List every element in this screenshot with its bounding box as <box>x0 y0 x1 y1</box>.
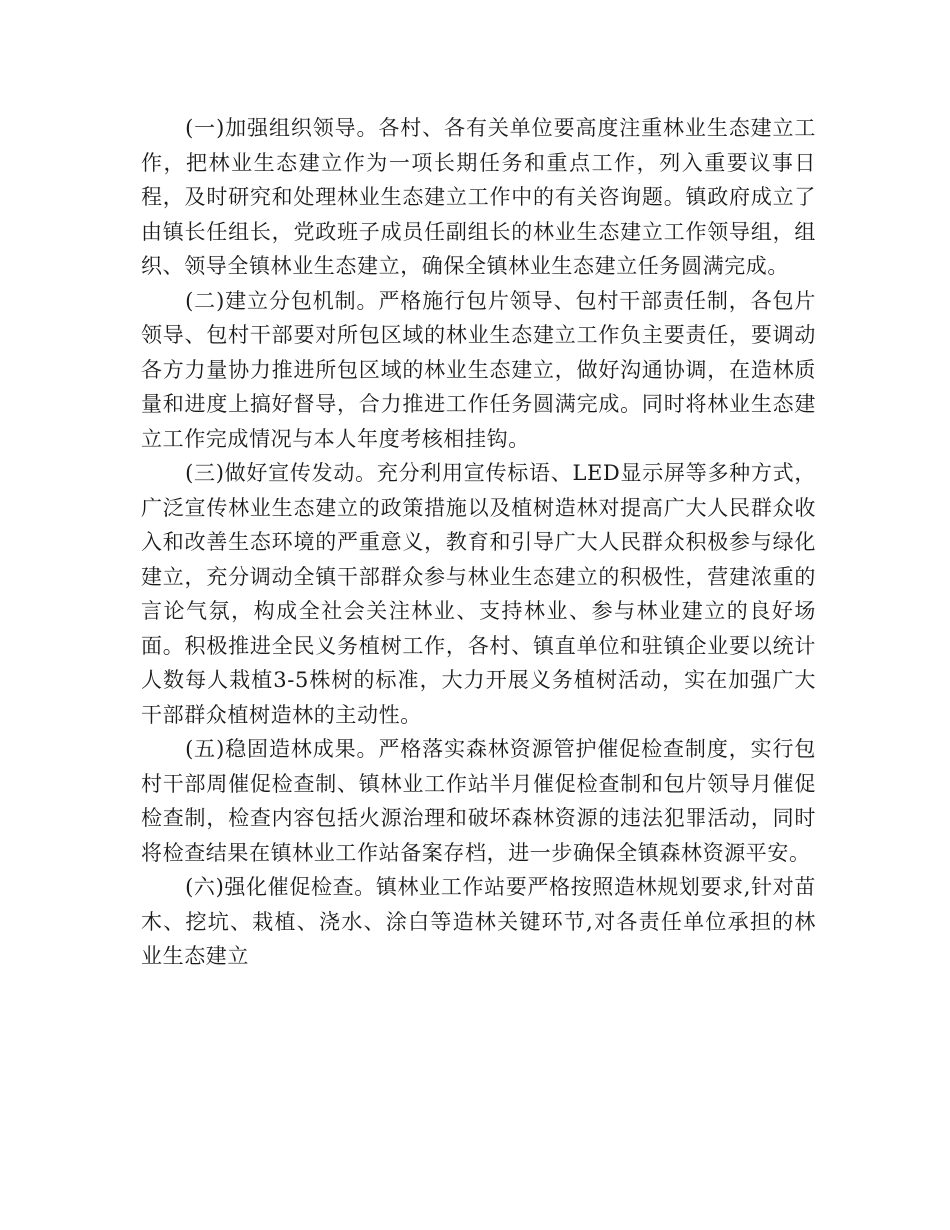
paragraph-organization-leadership: (一)加强组织领导。各村、各有关单位要高度注重林业生态建立工作，把林业生态建立作为一项长期任务和重点工作，列入重要议事日程，及时研究和处理林业生态建立工作中的有关咨询题。镇政府成立了由镇长任组长，党政班子成员任副组长的林业生态建立工作领导组，组织、领导全镇林业生态建立，确保全镇林业生态建立任务圆满完成。 <box>141 116 816 278</box>
paragraph-publicity-mobilization: (三)做好宣传发动。充分利用宣传标语、LED显示屏等多种方式，广泛宣传林业生态建立的政策措施以及植树造林对提高广大人民群众收入和改善生态环境的严重意义，教育和引导广大人民群众积极参与绿化建立，充分调动全镇干部群众参与林业生态建立的积极性，营建浓重的言论气氛，构成全社会关注林业、支持林业、参与林业建立的良好场面。积极推进全民义务植树工作，各村、镇直单位和驻镇企业要以统计人数每人栽植3-5株树的标准，大力开展义务植树活动，实在加强广大干部群众植树造林的主动性。 <box>141 461 816 727</box>
paragraph-strengthen-inspection: (六)强化催促检查。镇林业工作站要严格按照造林规划要求,针对苗木、挖坑、栽植、浇水、涂白等造林关键环节,对各责任单位承担的林业生态建立 <box>141 875 816 968</box>
paragraph-subcontract-mechanism: (二)建立分包机制。严格施行包片领导、包村干部责任制，各包片领导、包村干部要对所包区域的林业生态建立工作负主要责任，要调动各方力量协力推进所包区域的林业生态建立，做好沟通协调，在造林质量和进度上搞好督导，合力推进工作任务圆满完成。同时将林业生态建立工作完成情况与本人年度考核相挂钩。 <box>141 288 816 451</box>
paragraph-consolidate-results: (五)稳固造林成果。严格落实森林资源管护催促检查制度，实行包村干部周催促检查制、镇林业工作站半月催促检查制和包片领导月催促检查制，检查内容包括火源治理和破坏森林资源的违法犯罪活动，同时将检查结果在镇林业工作站备案存档，进一步确保全镇森林资源平安。 <box>141 737 816 865</box>
